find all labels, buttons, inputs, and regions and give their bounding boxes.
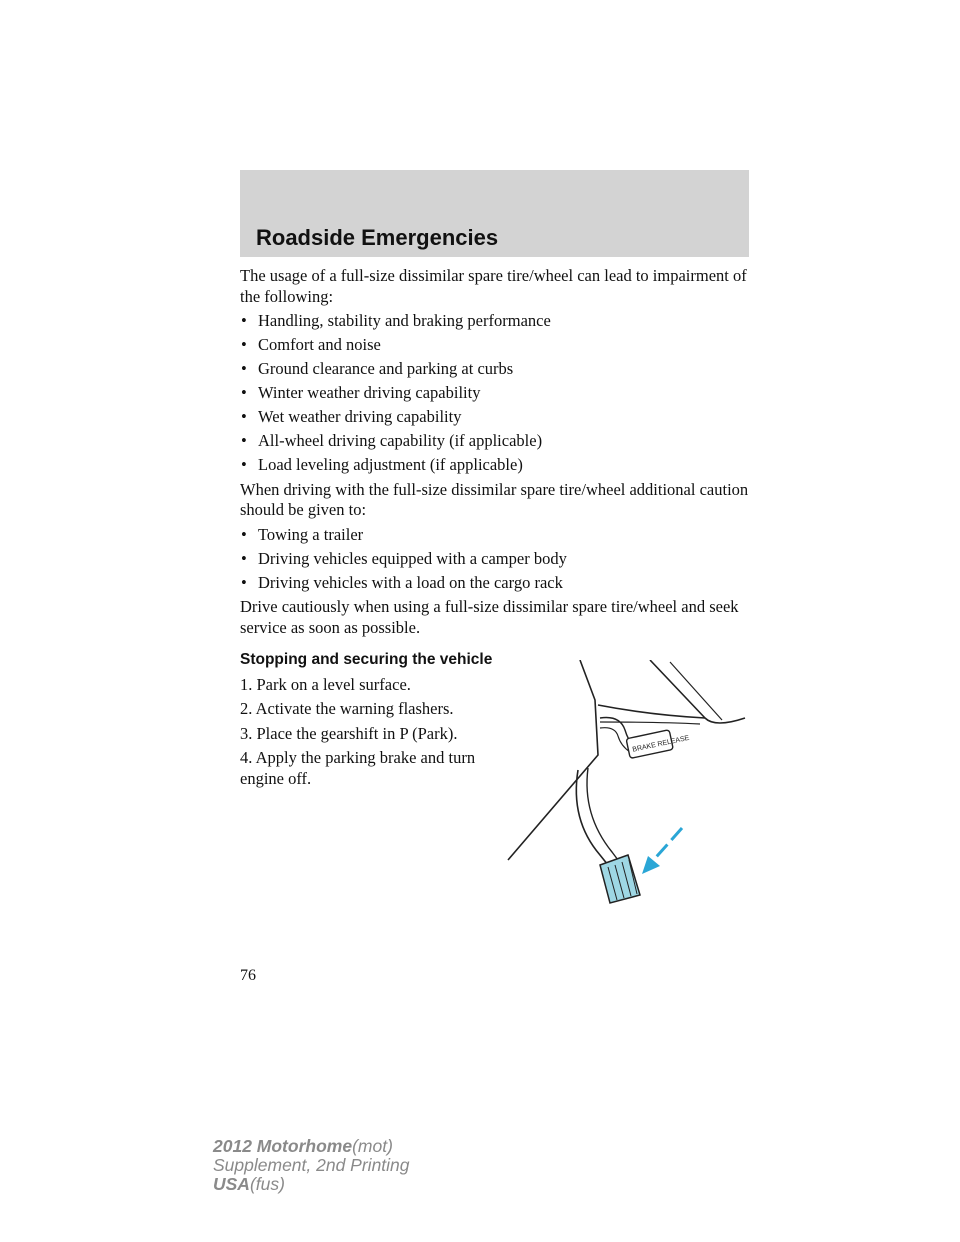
caution-list [240,525,760,594]
step-item: 4. Apply the parking brake and turn engine off. [240,748,476,788]
right-panel-inner-edge [670,662,722,720]
bullet-icon: • [241,548,247,568]
list-item: • Towing a trailer [241,524,364,544]
parking-brake-illustration [500,660,760,910]
drive-note-paragraph: Drive cautiously when using a full-size dissimilar spare tire/wheel and seek service as soon as possible. [240,597,739,637]
bullet-icon: • [241,455,247,474]
footer-line-3: USA(fus) [213,1174,285,1194]
page-number: 76 [240,967,256,984]
bullet-icon: • [241,311,247,330]
bullet-icon: • [241,383,247,402]
right-panel-edge [650,660,745,723]
footer-line-2: Supplement, 2nd Printing [213,1155,410,1175]
parking-brake-drawing [500,660,760,910]
caution-paragraph: When driving with the full-size dissimilar spare tire/wheel additional caution should be given to: [240,479,749,519]
section-header-band [240,170,749,257]
list-item: • Handling, stability and braking performance [241,311,551,330]
list-item: • All-wheel driving capability (if applicable) [241,431,543,450]
step-item: 1. Park on a level surface. [240,674,411,694]
bullet-icon: • [241,359,247,378]
parking-brake-pedal [600,855,640,903]
footer-line-1: 2012 Motorhome(mot) [213,1136,393,1156]
brake-release-handle [626,726,691,759]
bullet-icon: • [241,407,247,426]
dash-panel-top-edge [598,705,705,718]
dash-panel-lower-edge [600,722,700,724]
list-item: • Winter weather driving capability [241,383,481,402]
pedal-arm-inner [587,768,618,860]
bullet-icon: • [241,572,247,592]
bullet-icon: • [241,431,247,450]
bullet-icon: • [241,524,247,544]
intro-paragraph: The usage of a full-size dissimilar spare tire/wheel can lead to impairment of the following: [240,266,747,306]
list-item: • Comfort and noise [241,335,381,354]
list-item: • Load leveling adjustment (if applicable) [241,455,523,474]
step-item: 3. Place the gearshift in P (Park). [240,723,458,743]
pointer-arrow-icon [642,828,682,874]
list-item: • Driving vehicles equipped with a camper body [241,548,567,568]
list-item: • Driving vehicles with a load on the cargo rack [241,572,563,592]
document-footer [213,1137,410,1194]
section-title: Roadside Emergencies [256,225,499,250]
bullet-icon: • [241,335,247,354]
impairment-list [240,311,760,476]
list-item: • Wet weather driving capability [241,407,462,426]
steps-list [240,675,500,790]
list-item: • Ground clearance and parking at curbs [241,359,514,378]
subsection-heading: Stopping and securing the vehicle [240,651,493,668]
brake-release-label: BRAKE RELEASE [631,734,691,754]
step-item: 2. Activate the warning flashers. [240,699,454,718]
